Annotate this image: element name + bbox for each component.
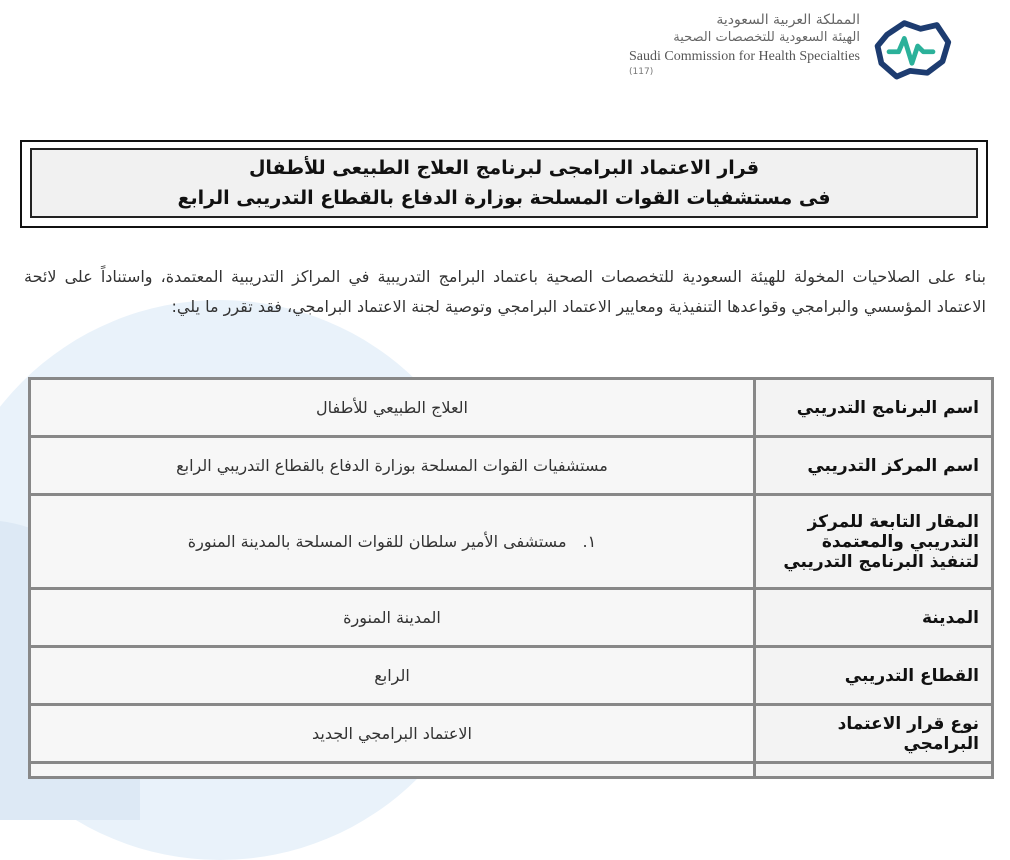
title-box	[20, 140, 988, 228]
intro-paragraph: بناء على الصلاحيات المخولة للهيئة السعودية للتخصصات الصحية باعتماد البرامج التدريبية في المراكز التدريبية المعتمدة، واستناداً على لائحة الاعتماد المؤسسي والبرامجي وقواعدها التنفيذية ومعايير الاعتماد البرامجي وتوصية لجنة الاعتماد البرامجي، فقد تقرر ما يلي:	[24, 267, 986, 316]
row-value: المدينة المنورة	[30, 589, 755, 647]
table-row-partial	[30, 763, 993, 778]
row-label: المقار التابعة للمركز التدريبي والمعتمدة لتنفيذ البرنامج التدريبي	[755, 495, 993, 589]
row-label: اسم المركز التدريبي	[755, 437, 993, 495]
table-row	[30, 495, 993, 589]
table-row	[30, 647, 993, 705]
row-value: العلاج الطبيعي للأطفال	[30, 379, 755, 437]
site-name: مستشفى الأمير سلطان للقوات المسلحة بالمدينة المنورة	[187, 532, 567, 551]
title-line-2: فى مستشفيات القوات المسلحة بوزارة الدفاع بالقطاع التدريبى الرابع	[177, 187, 831, 209]
letterhead	[629, 12, 954, 82]
org-code: (117)	[629, 67, 654, 78]
table-row	[30, 705, 993, 763]
org-name-en: Saudi Commission for Health Specialties	[629, 48, 860, 64]
row-value: مستشفيات القوات المسلحة بوزارة الدفاع بالقطاع التدريبي الرابع	[30, 437, 755, 495]
accreditation-table	[28, 377, 994, 779]
row-value	[30, 495, 755, 589]
row-label: نوع قرار الاعتماد البرامجي	[755, 705, 993, 763]
org-name-ar-line2: الهيئة السعودية للتخصصات الصحية	[673, 29, 860, 45]
row-value: الرابع	[30, 647, 755, 705]
site-number: ١.	[582, 532, 597, 551]
row-label: اسم البرنامج التدريبي	[755, 379, 993, 437]
org-name-ar-line1: المملكة العربية السعودية	[716, 12, 860, 28]
table-row	[30, 589, 993, 647]
row-label: القطاع التدريبي	[755, 647, 993, 705]
table-row	[30, 437, 993, 495]
scfhs-logo-icon	[868, 12, 954, 82]
row-label: المدينة	[755, 589, 993, 647]
title-line-1: قرار الاعتماد البرامجى لبرنامج العلاج الطبيعى للأطفال	[248, 156, 760, 179]
row-value: الاعتماد البرامجي الجديد	[30, 705, 755, 763]
table-row	[30, 379, 993, 437]
